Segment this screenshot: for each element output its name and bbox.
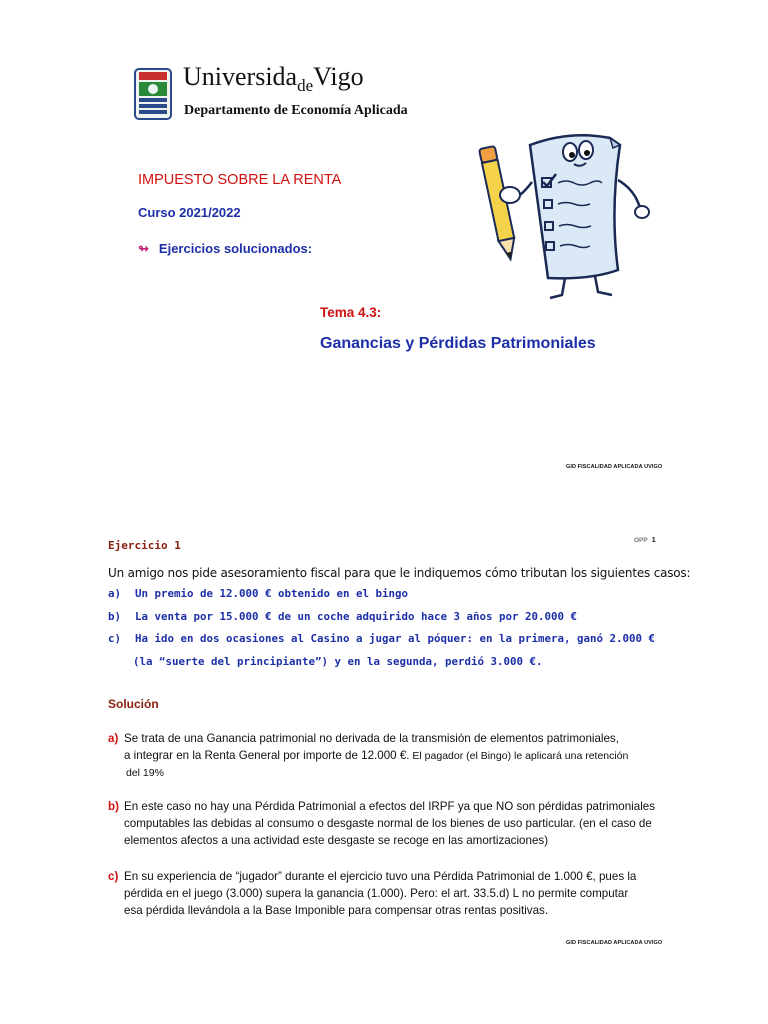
case-item-continuation: (la “suerte del principiante”) y en la segunda, perdió 3.000 €. — [133, 655, 543, 668]
answer-a: a) Se trata de una Ganancia patrimonial no derivada de la transmisión de elementos patrimoniales, a integrar en la Renta General por importe de 12.000 €. El pagador (el Bingo) le aplicará una retención del 19% — [108, 732, 629, 779]
case-item: b) La venta por 15.000 € de un coche adquirido hace 3 años por 20.000 € — [108, 610, 578, 623]
curved-arrow-bullet-icon: ↬ — [138, 241, 149, 256]
department-name: Departamento de Economía Aplicada — [184, 103, 408, 118]
course-label: Curso 2021/2022 — [138, 205, 241, 220]
answer-c: c) En su experiencia de “jugador” durante el ejercicio tuvo una Pérdida Patrimonial de 1.000 €, pues la pérdida en el juego (3.000) supera la ganancia (1.000). Pero: el art. 33.5.d) L no permite computar esa pérdida llevándola a la Base Imponible para compensar otras rentas positivas. — [108, 870, 637, 917]
page-label: OPP 1 — [634, 537, 656, 544]
exercise-intro: Un amigo nos pide asesoramiento fiscal para que le indiquemos cómo tributan los siguientes casos: — [108, 566, 691, 580]
university-name: Universida$_{de}$Vigo — [183, 62, 364, 95]
page-number: 1 — [651, 537, 656, 544]
exercise-heading: Ejercicio 1 — [108, 539, 181, 552]
case-item: a) Un premio de 12.000 € obtenido en el bingo — [108, 587, 409, 600]
topic-title: Ganancias y Pérdidas Patrimoniales — [320, 335, 596, 352]
exercises-label: ↬ Ejercicios solucionados: — [138, 241, 313, 256]
footer-watermark: GID FISCALIDAD APLICADA UVIGO — [566, 464, 663, 470]
answer-b: b) En este caso no hay una Pérdida Patrimonial a efectos del IRPF ya que NO son pérdidas patrimoniales computables las debidas al consumo o desgaste normal de los bienes de uso particular. (en el caso de elementos afectos a una actividad este desgaste se recoge en las amortizaciones) — [108, 800, 656, 847]
solution-heading: Solución — [108, 697, 159, 711]
checklist-pencil-cartoon-icon — [470, 120, 665, 305]
footer-watermark: GID FISCALIDAD APLICADA UVIGO — [566, 940, 663, 946]
university-seal-icon — [134, 68, 172, 120]
topic-number: Tema 4.3: — [320, 305, 382, 320]
case-item: c) Ha ido en dos ocasiones al Casino a jugar al póquer: en la primera, ganó 2.000 € — [108, 632, 656, 645]
document-title: IMPUESTO SOBRE LA RENTA — [138, 172, 342, 188]
